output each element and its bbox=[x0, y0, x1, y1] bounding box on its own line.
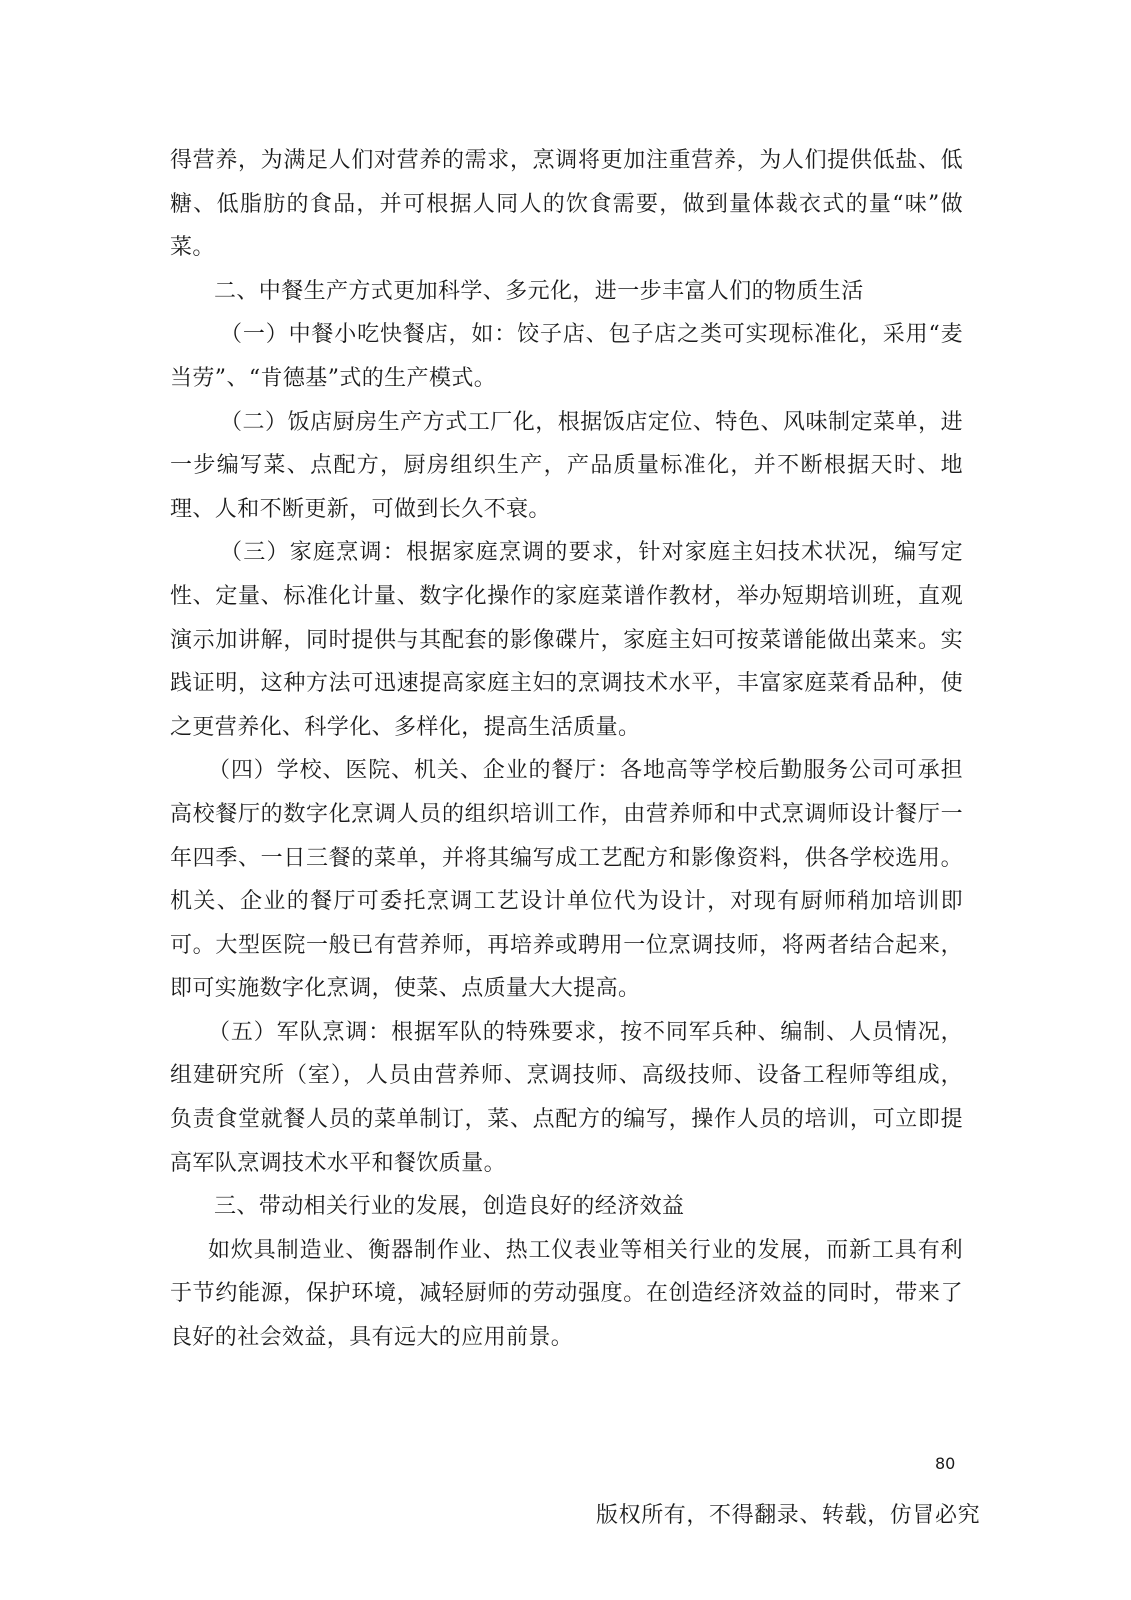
paragraph-related-industries: 如炊具制造业、衡器制作业、热工仪表业等相关行业的发展，而新工具有利于节约能源，保护环境，减轻厨师的劳动强度。在创造经济效益的同时，带来了良好的社会效益，具有远大的应用前景。 bbox=[170, 1237, 963, 1351]
page-number: 80 bbox=[935, 1454, 956, 1473]
document-body bbox=[170, 139, 963, 1360]
copyright-notice: 版权所有，不得翻录、转载，仿冒必究 bbox=[596, 1503, 981, 1528]
section-heading-2: 二、中餐生产方式更加科学、多元化，进一步丰富人们的物质生活 bbox=[214, 278, 864, 304]
paragraph-nutrition-continuation: 得营养，为满足人们对营养的需求，烹调将更加注重营养，为人们提供低盐、低糖、低脂肪的食品，并可根据人同人的饮食需要，做到量体裁衣式的量“味”做菜。 bbox=[170, 148, 963, 261]
paragraph-item-3: （三）家庭烹调：根据家庭烹调的要求，针对家庭主妇技术状况，编写定性、定量、标准化计量、数字化操作的家庭菜谱作教材，举办短期培训班，直观演示加讲解，同时提供与其配套的影像碟片，家庭主妇可按菜谱能做出菜来。实践证明，这种方法可迅速提高家庭主妇的烹调技术水平，丰富家庭菜肴品种，使之更营养化、科学化、多样化，提高生活质量。 bbox=[170, 540, 963, 740]
section-heading-3: 三、带动相关行业的发展，创造良好的经济效益 bbox=[214, 1194, 685, 1220]
paragraph-item-1: （一）中餐小吃快餐店，如：饺子店、包子店之类可实现标准化，采用“麦当劳”、“肯德基”式的生产模式。 bbox=[170, 322, 963, 391]
paragraph-item-4: （四）学校、医院、机关、企业的餐厅：各地高等学校后勤服务公司可承担高校餐厅的数字化烹调人员的组织培训工作，由营养师和中式烹调师设计餐厅一年四季、一日三餐的菜单，并将其编写成工艺配方和影像资料，供各学校选用。机关、企业的餐厅可委托烹调工艺设计单位代为设计，对现有厨师稍加培训即可。大型医院一般已有营养师，再培养或聘用一位烹调技师，将两者结合起来，即可实施数字化烹调，使菜、点质量大大提高。 bbox=[170, 758, 963, 1002]
paragraph-item-2: （二）饭店厨房生产方式工厂化，根据饭店定位、特色、风味制定菜单，进一步编写菜、点配方，厨房组织生产，产品质量标准化，并不断根据天时、地理、人和不断更新，可做到长久不衰。 bbox=[170, 409, 963, 522]
paragraph-item-5: （五）军队烹调：根据军队的特殊要求，按不同军兵种、编制、人员情况，组建研究所（室），人员由营养师、烹调技师、高级技师、设备工程师等组成，负责食堂就餐人员的菜单制订，菜、点配方的编写，操作人员的培训，可立即提高军队烹调技术水平和餐饮质量。 bbox=[170, 1019, 963, 1176]
